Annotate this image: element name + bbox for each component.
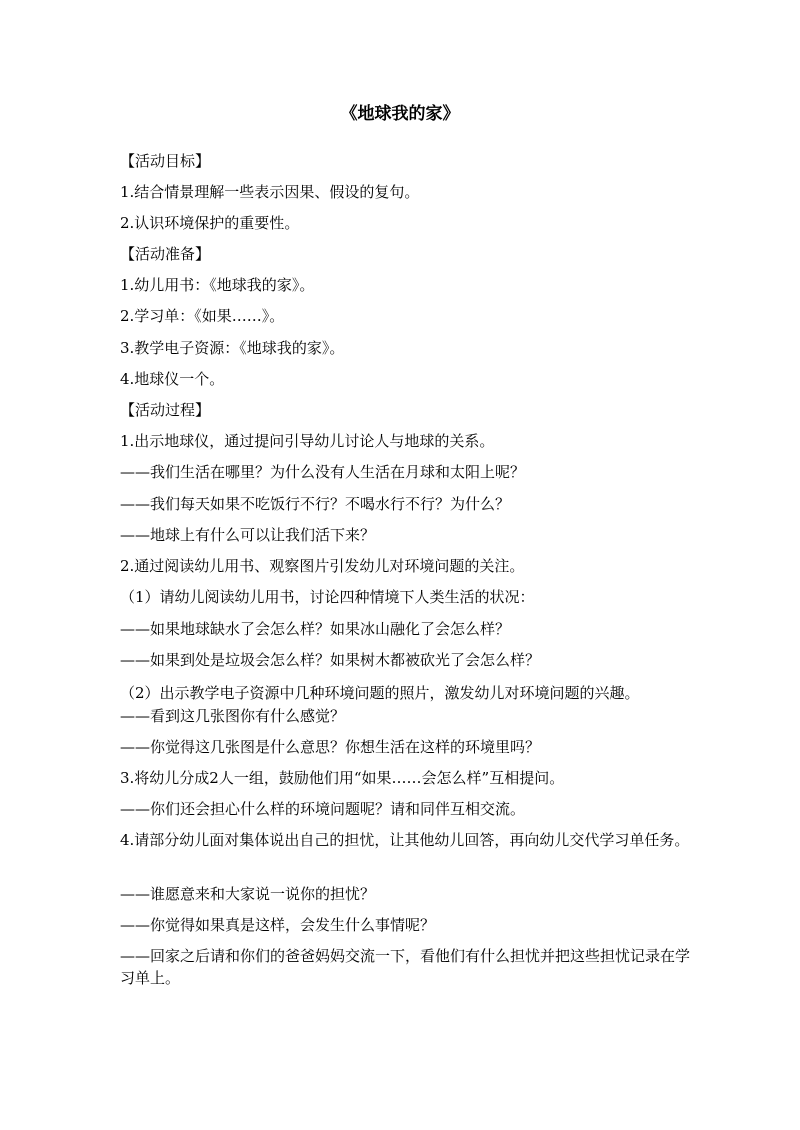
process-question: ——我们每天如果不吃饭行不行？不喝水行不行？为什么？ — [120, 495, 511, 513]
goal-item: 2.认识环境保护的重要性。 — [120, 214, 300, 232]
process-step: 3.将幼儿分成2人一组，鼓励他们用“如果……会怎么样”互相提问。 — [120, 769, 565, 787]
process-question: ——谁愿意来和大家说一说你的担忧？ — [120, 885, 376, 903]
process-substep: （1）请幼儿阅读幼儿用书，讨论四种情境下人类生活的状况： — [120, 588, 535, 606]
section-heading-goals: 【活动目标】 — [120, 152, 211, 170]
process-question: ——你觉得如果真是这样，会发生什么事情呢？ — [120, 916, 436, 934]
process-question: ——看到这几张图你有什么感觉？ — [120, 707, 346, 725]
preparation-item: 3.教学电子资源：《地球我的家》。 — [120, 339, 345, 357]
process-step: 2.通过阅读幼儿用书、观察图片引发幼儿对环境问题的关注。 — [120, 557, 525, 575]
process-question: ——回家之后请和你们的爸爸妈妈交流一下，看他们有什么担忧并把这些担忧记录在学习单上。 — [120, 947, 691, 987]
process-substep: （2）出示教学电子资源中几种环境问题的照片，激发幼儿对环境问题的兴趣。 — [120, 684, 640, 702]
document-title: 《地球我的家》 — [340, 104, 460, 124]
process-step: 4.请部分幼儿面对集体说出自己的担忧，让其他幼儿回答，再向幼儿交代学习单任务。 — [120, 831, 690, 849]
process-question: ——你觉得这几张图是什么意思？你想生活在这样的环境里吗？ — [120, 738, 541, 756]
preparation-item: 4.地球仪一个。 — [120, 370, 225, 388]
process-question: ——地球上有什么可以让我们活下来？ — [120, 526, 376, 544]
process-question: ——如果地球缺水了会怎么样？如果冰山融化了会怎么样？ — [120, 620, 511, 638]
section-heading-process: 【活动过程】 — [120, 401, 211, 419]
process-question: ——你们还会担心什么样的环境问题呢？请和同伴互相交流。 — [120, 800, 526, 818]
process-step: 1.出示地球仪，通过提问引导幼儿讨论人与地球的关系。 — [120, 432, 495, 450]
goal-item: 1.结合情景理解一些表示因果、假设的复句。 — [120, 183, 420, 201]
preparation-item: 2.学习单：《如果……》。 — [120, 307, 285, 325]
preparation-item: 1.幼儿用书：《地球我的家》。 — [120, 276, 315, 294]
process-question: ——我们生活在哪里？为什么没有人生活在月球和太阳上呢？ — [120, 463, 526, 481]
section-heading-preparation: 【活动准备】 — [120, 245, 211, 263]
process-question: ——如果到处是垃圾会怎么样？如果树木都被砍光了会怎么样？ — [120, 651, 541, 669]
